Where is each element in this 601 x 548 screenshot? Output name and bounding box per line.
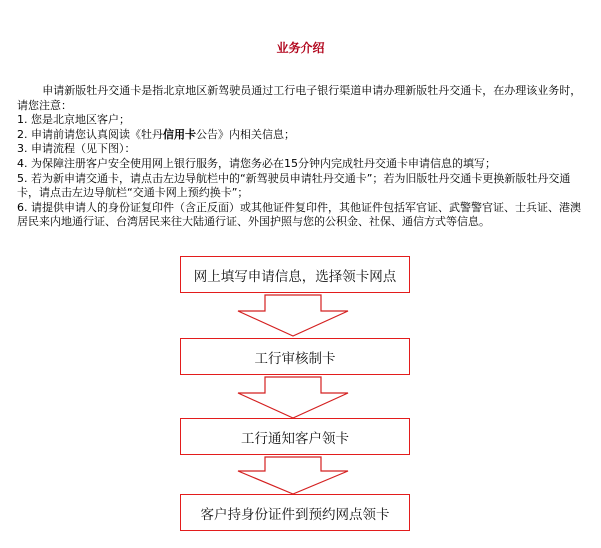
- credit-card-keyword: 信用卡: [163, 127, 196, 141]
- intro-paragraph: 申请新版牡丹交通卡是指北京地区新驾驶员通过工行电子银行渠道申请办理新版牡丹交通卡，在办理该业务时，请您注意：: [17, 84, 582, 112]
- flow-step-4-box: 客户持身份证件到预约网点领卡: [180, 494, 410, 531]
- page-title: 业务介绍: [276, 41, 325, 55]
- notice-item-3: 3. 申请流程（见下图）：: [17, 142, 136, 156]
- intro-section: [17, 84, 589, 230]
- notice-item-1: 1. 您是北京地区客户；: [17, 113, 130, 127]
- notice-item-2-suffix: 公告》内相关信息；: [196, 127, 295, 141]
- flow-arrow-1-icon: [235, 294, 351, 338]
- notice-item-5: 5. 若为新申请交通卡，请点击左边导航栏中的“新驾驶员申请牡丹交通卡”；若为旧版牡丹交通卡更换新版牡丹交通卡，请点击左边导航栏“交通卡网上预约换卡”；: [17, 171, 571, 200]
- flow-step-1-box: 网上填写申请信息，选择领卡网点: [180, 256, 410, 293]
- flow-arrow-3-icon: [235, 456, 351, 496]
- notice-item-6: 6. 请提供申请人的身份证复印件（含正反面）或其他证件复印件，其他证件包括军官证、武警警官证、士兵证、港澳居民来内地通行证、台湾居民来往大陆通行证、外国护照与您的公积金、社保、通信方式等信息。: [17, 200, 581, 229]
- notice-item-4: 4. 为保障注册客户安全使用网上银行服务，请您务必在15分钟内完成牡丹交通卡申请信息的填写；: [17, 156, 496, 170]
- notice-item-2-prefix: 2. 申请前请您认真阅读《牡丹: [17, 127, 163, 141]
- flow-step-3-box: 工行通知客户领卡: [180, 418, 410, 455]
- flow-arrow-2-icon: [235, 376, 351, 420]
- flow-step-2-box: 工行审核制卡: [180, 338, 410, 375]
- notice-item-2: [17, 128, 589, 143]
